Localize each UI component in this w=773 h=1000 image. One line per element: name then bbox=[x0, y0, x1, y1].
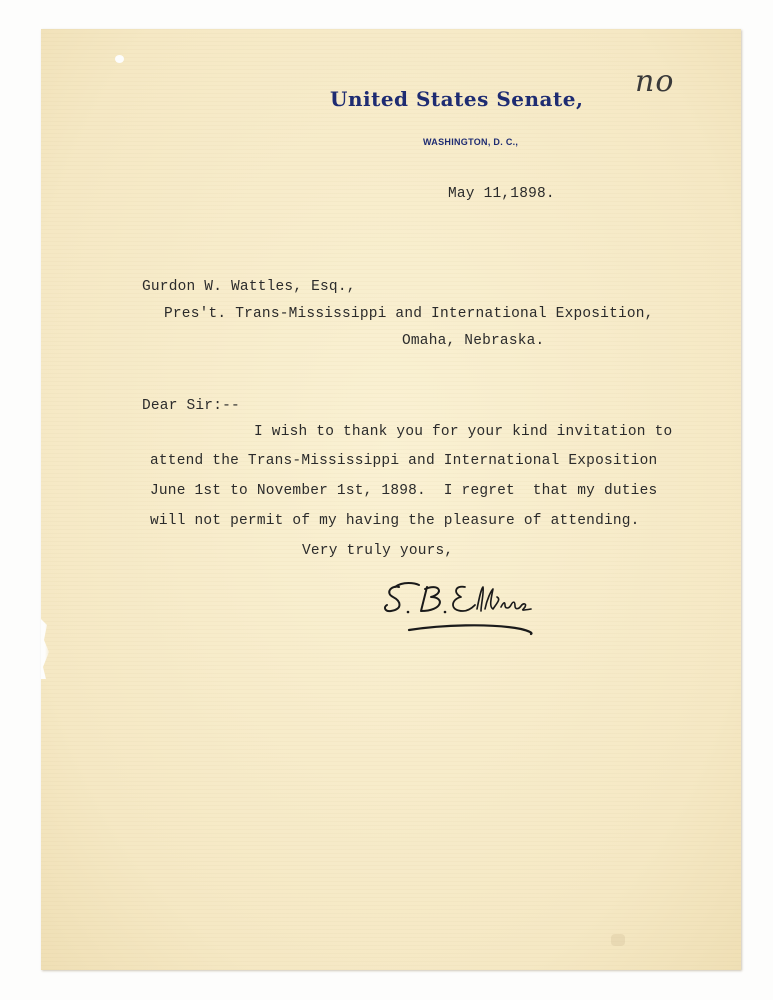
letterhead-location: WASHINGTON, D. C., bbox=[423, 137, 519, 147]
recipient-address: Omaha, Nebraska. bbox=[402, 333, 545, 349]
salutation: Dear Sir:-- bbox=[142, 398, 240, 414]
recipient-name: Gurdon W. Wattles, Esq., bbox=[142, 279, 356, 295]
handwritten-signature bbox=[381, 579, 551, 639]
letterhead-title: United States Senate, bbox=[330, 87, 584, 111]
letter-paper bbox=[41, 29, 741, 970]
punch-hole bbox=[115, 55, 124, 63]
body-line: I wish to thank you for your kind invitation to bbox=[254, 424, 673, 440]
body-line: attend the Trans-Mississippi and International Exposition bbox=[150, 453, 658, 469]
handwritten-reference-mark: no bbox=[635, 64, 675, 99]
letter-date: May 11,1898. bbox=[448, 186, 555, 202]
recipient-title: Pres't. Trans-Mississippi and International Exposition, bbox=[164, 306, 654, 322]
paper-stain bbox=[611, 934, 625, 946]
body-line: will not permit of my having the pleasure of attending. bbox=[150, 513, 640, 529]
paper-tear bbox=[41, 619, 51, 679]
closing: Very truly yours, bbox=[302, 543, 454, 559]
body-line: June 1st to November 1st, 1898. I regret that my duties bbox=[150, 483, 658, 499]
